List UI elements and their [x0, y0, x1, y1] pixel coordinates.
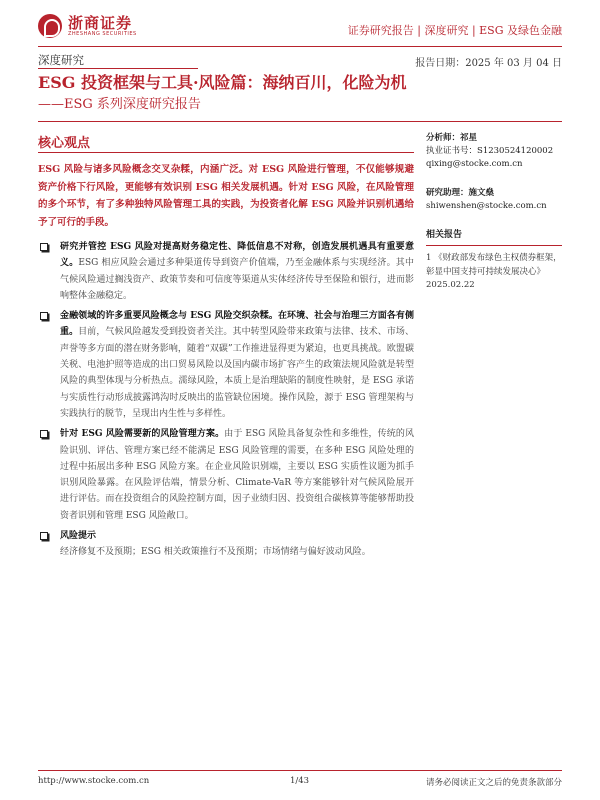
checkbox-bullet-icon [40, 430, 48, 438]
bullet-item-risk-warning [38, 528, 414, 561]
company-logo [38, 14, 137, 38]
bullet-item-significance [38, 239, 414, 304]
bullet-item-management [38, 426, 414, 524]
related-report-item[interactable]: 1 《财政部发布绿色主权债券框架，彰显中国支持可持续发展决心》 2025.02.22 [426, 253, 562, 290]
assistant-label: 研究助理： [426, 188, 469, 198]
section-divider [38, 152, 414, 153]
core-bullet-list [38, 239, 414, 561]
bullet-text: 由于 ESG 风险具备复杂性和多维性，传统的风险识别、评估、管理方案已经不能满足 ESG 风险管理的需要，在多种 ESG 风险处理的过程中拓展出多种 ESG 风险方案。在企业风险识别端，主要以 ESG 实质性议题为抓手识别风险暴露。在风险评估端，情景分析、Climate-VaR 等方案能够针对气候风险展开进行评估。而在投资组合的风险控制方面，因子业绩归因、投资组合碳核算等能够帮助投资者识别和管理 ESG 风险敞口。 [60, 429, 414, 521]
header-divider [38, 46, 562, 47]
report-date: 报告日期：2025 年 03 月 04 日 [415, 58, 562, 69]
analyst-name: 祁星 [460, 133, 478, 143]
checkbox-bullet-icon [40, 312, 48, 320]
related-reports-heading: 相关报告 [426, 229, 562, 246]
logo-name-cn: 浙商证券 [68, 13, 133, 32]
bullet-lead: 研究并管控 ESG 风险对提高财务稳定性、降低信息不对称，创造发展机遇具有重要意义。 [60, 242, 414, 269]
title-divider [38, 121, 562, 122]
analyst-label: 分析师： [426, 133, 461, 143]
logo-name-en: ZHESHANG SECURITIES [68, 30, 137, 37]
report-category-nav: 证券研究报告 | 深度研究 | ESG 及绿色金融 [347, 24, 562, 37]
sidebar [426, 132, 562, 293]
bullet-item-risk-concepts [38, 308, 414, 422]
logo-emblem-icon [38, 14, 62, 38]
footer-divider [38, 770, 562, 771]
page-header [38, 10, 562, 44]
bullet-text: 经济修复不及预期；ESG 相关政策推行不及预期；市场情绪与偏好波动风险。 [60, 547, 371, 558]
bullet-lead: 风险提示 [60, 531, 97, 542]
page-number: 1/43 [290, 776, 310, 786]
bullet-text: 目前，气候风险越发受到投资者关注。其中转型风险带来政策与法律、技术、市场、声誉等多方面的潜在财务影响，随着“双碳”工作推进显得更为紧迫，也更具挑战。欧盟碳关税、电池护照等造成的出口贸易风险以及国内碳市场扩容产生的政策法规风险就是转型风险的典型体现与分析热点。濡绿风险，本质上是治理缺陷的制度性映射，是 ESG 承诺与实质性行动形成披露鸿沟时反映出的监管缺位困境。操作风险，源于 ESG 管理架构与实践执行的脱节，呈现出内生性与多样性。 [60, 327, 414, 419]
license-number: 执业证书号：S1230524120002 [426, 146, 554, 156]
analyst-email: qixing@stocke.com.cn [426, 159, 523, 169]
bullet-lead: 金融领域的许多重要风险概念与 ESG 风险交织杂糅。在环境、社会与治理三方面各有侧重。 [60, 311, 414, 338]
footer-url[interactable]: http://www.stocke.com.cn [38, 776, 150, 786]
disclaimer-note: 请务必阅读正文之后的免责条款部分 [425, 778, 562, 788]
checkbox-bullet-icon [40, 243, 48, 251]
core-views-section [38, 132, 414, 565]
bullet-lead: 针对 ESG 风险需要新的风险管理方案。 [60, 429, 225, 440]
core-intro-paragraph: ESG 风险与诸多风险概念交叉杂糅，内涵广泛。对 ESG 风险进行管理，不仅能够规避资产价格下行风险，更能够有效识别 ESG 相关发展机遇。针对 ESG 风险，在风险管理的多个环节，有了多种独特风险管理工具的实践，为投资者化解 ESG 风险并识别机遇给予了可行的手段。 [38, 164, 414, 228]
report-subtitle: ——ESG 系列深度研究报告 [38, 97, 201, 112]
bullet-text: ESG 相应风险会通过多种渠道传导到资产价值端，乃至金融体系与实现经济。其中气候风险通过搁浅资产、政策节奏和可信度等渠道从实体经济传导至保险和银行，进而影响整体金融稳定。 [60, 258, 414, 301]
report-title-block [38, 72, 562, 118]
assistant-name: 施文燊 [468, 188, 495, 198]
report-title: ESG 投资框架与工具·风险篇：海纳百川，化险为机 [38, 73, 407, 92]
doc-type-label: 深度研究 [38, 52, 198, 69]
core-views-heading: 核心观点 [38, 136, 91, 151]
analyst-block [426, 132, 562, 171]
assistant-block [426, 187, 562, 213]
checkbox-bullet-icon [40, 532, 48, 540]
assistant-email: shiwenshen@stocke.com.cn [426, 201, 547, 211]
